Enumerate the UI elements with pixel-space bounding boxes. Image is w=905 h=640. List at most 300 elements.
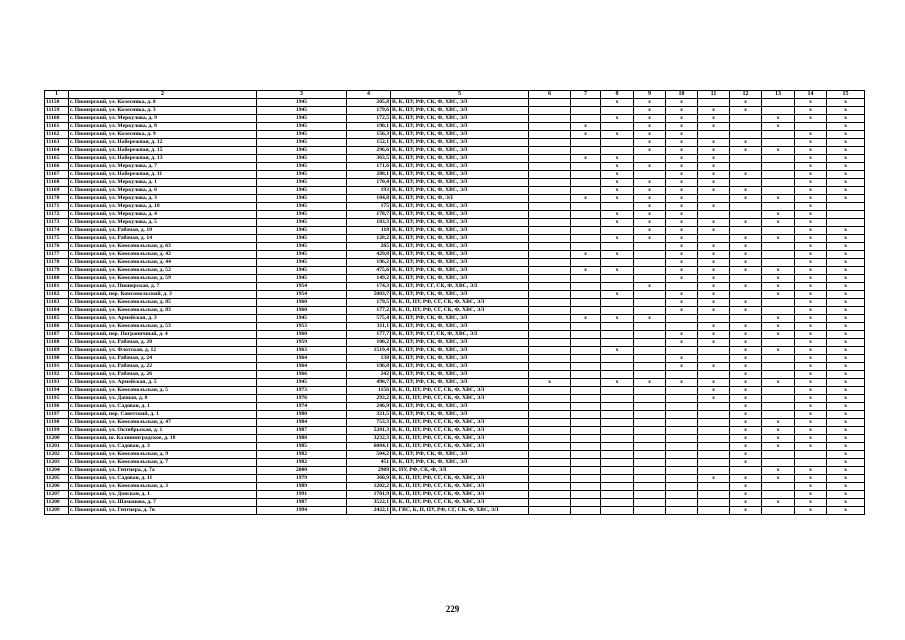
address-cell: г. Пионерский, ул. Армейская, д. 3 <box>69 315 257 323</box>
mark-cell-col-8 <box>601 507 634 515</box>
record-id-cell: 11162 <box>45 131 69 139</box>
year-cell: 1982 <box>257 451 347 459</box>
mark-cell-col-8: x <box>601 291 634 299</box>
systems-cell: В, К, П, ПУ, РФ, СГ, СК, Ф, ХВС, ЭЛ <box>391 387 529 395</box>
mark-cell-col-11 <box>698 411 730 419</box>
mark-cell-col-12: x <box>730 475 762 483</box>
mark-cell-col-10 <box>666 411 698 419</box>
mark-cell-col-10: x <box>666 187 698 195</box>
mark-cell-col-7: x <box>571 131 601 139</box>
mark-cell-col-12 <box>730 179 762 187</box>
mark-cell-col-15: x <box>827 315 865 323</box>
mark-cell-col-8: x <box>601 379 634 387</box>
column-header-1: 1 <box>45 91 69 99</box>
mark-cell-col-14: x <box>795 307 827 315</box>
mark-cell-col-6 <box>529 131 571 139</box>
mark-cell-col-7 <box>571 299 601 307</box>
record-id-cell: 11188 <box>45 339 69 347</box>
mark-cell-col-11: x <box>698 275 730 283</box>
record-id-cell: 11168 <box>45 179 69 187</box>
mark-cell-col-12: x <box>730 331 762 339</box>
year-cell: 1964 <box>257 355 347 363</box>
mark-cell-col-14: x <box>795 443 827 451</box>
mark-cell-col-11 <box>698 131 730 139</box>
mark-cell-col-15: x <box>827 131 865 139</box>
year-cell: 1966 <box>257 371 347 379</box>
mark-cell-col-14: x <box>795 435 827 443</box>
mark-cell-col-14: x <box>795 475 827 483</box>
mark-cell-col-8 <box>601 259 634 267</box>
mark-cell-col-15: x <box>827 419 865 427</box>
mark-cell-col-14: x <box>795 467 827 475</box>
address-cell: г. Пионерский, пер. Советский, д. 1 <box>69 411 257 419</box>
record-id-cell: 11181 <box>45 283 69 291</box>
year-cell: 1945 <box>257 131 347 139</box>
mark-cell-col-9 <box>634 427 666 435</box>
mark-cell-col-9: x <box>634 139 666 147</box>
mark-cell-col-12: x <box>730 195 762 203</box>
table-row <box>45 275 865 283</box>
systems-cell: В, К, ПУ, РФ, СК, Ф, ХВС, ЭЛ <box>391 275 529 283</box>
mark-cell-col-14: x <box>795 147 827 155</box>
address-cell: г. Пионерский, ул. Комсомольская, д. 3 <box>69 483 257 491</box>
address-cell: г. Пионерский, ул. Флотская, д. 12 <box>69 347 257 355</box>
mark-cell-col-13: x <box>762 283 795 291</box>
address-cell: г. Пионерский, ул. Комсомольская, д. 9 <box>69 451 257 459</box>
address-cell: г. Пионерский, ул. Колесника, д. 8 <box>69 99 257 107</box>
systems-cell: В, К, ПУ, РФ, СК, Ф, ХВС, ЭЛ <box>391 371 529 379</box>
area-cell: 128,2 <box>347 235 391 243</box>
systems-cell: В, К, ПУ, РФ, СК, Ф, ХВС, ЭЛ <box>391 315 529 323</box>
table-row <box>45 131 865 139</box>
mark-cell-col-12: x <box>730 371 762 379</box>
mark-cell-col-12: x <box>730 347 762 355</box>
mark-cell-col-9 <box>634 371 666 379</box>
mark-cell-col-7 <box>571 379 601 387</box>
mark-cell-col-13 <box>762 171 795 179</box>
year-cell: 1945 <box>257 219 347 227</box>
mark-cell-col-13 <box>762 363 795 371</box>
mark-cell-col-11 <box>698 451 730 459</box>
mark-cell-col-14: x <box>795 323 827 331</box>
mark-cell-col-9 <box>634 499 666 507</box>
mark-cell-col-8 <box>601 203 634 211</box>
year-cell: 1985 <box>257 443 347 451</box>
mark-cell-col-8: x <box>601 99 634 107</box>
systems-cell: В, К, ПУ, РФ, СК, Ф, ХВС, ЭЛ <box>391 203 529 211</box>
mark-cell-col-13: x <box>762 315 795 323</box>
mark-cell-col-8 <box>601 355 634 363</box>
mark-cell-col-11: x <box>698 115 730 123</box>
mark-cell-col-8 <box>601 403 634 411</box>
mark-cell-col-13: x <box>762 219 795 227</box>
mark-cell-col-15: x <box>827 235 865 243</box>
mark-cell-col-14: x <box>795 507 827 515</box>
mark-cell-col-7 <box>571 275 601 283</box>
year-cell: 1945 <box>257 251 347 259</box>
mark-cell-col-12: x <box>730 355 762 363</box>
mark-cell-col-11 <box>698 427 730 435</box>
mark-cell-col-9 <box>634 171 666 179</box>
mark-cell-col-9 <box>634 483 666 491</box>
mark-cell-col-12 <box>730 275 762 283</box>
mark-cell-col-14: x <box>795 251 827 259</box>
mark-cell-col-6 <box>529 499 571 507</box>
table-row <box>45 363 865 371</box>
mark-cell-col-6 <box>529 227 571 235</box>
mark-cell-col-8 <box>601 411 634 419</box>
mark-cell-col-8: x <box>601 347 634 355</box>
mark-cell-col-11: x <box>698 251 730 259</box>
mark-cell-col-6 <box>529 219 571 227</box>
mark-cell-col-7 <box>571 291 601 299</box>
mark-cell-col-6 <box>529 163 571 171</box>
address-cell: г. Пионерский, пер. Пограничный, д. 4 <box>69 331 257 339</box>
systems-cell: В, К, ПУ, РФ, СК, Ф, ХВС, ЭЛ <box>391 211 529 219</box>
record-id-cell: 11165 <box>45 155 69 163</box>
mark-cell-col-11 <box>698 419 730 427</box>
mark-cell-col-10: x <box>666 331 698 339</box>
systems-cell: В, К, П, ПУ, РФ, СГ, СК, Ф, ХВС, ЭЛ <box>391 395 529 403</box>
mark-cell-col-10: x <box>666 259 698 267</box>
mark-cell-col-10: x <box>666 299 698 307</box>
area-cell: 172,5 <box>347 115 391 123</box>
mark-cell-col-9 <box>634 419 666 427</box>
mark-cell-col-7 <box>571 283 601 291</box>
mark-cell-col-13 <box>762 371 795 379</box>
mark-cell-col-14: x <box>795 227 827 235</box>
mark-cell-col-12: x <box>730 323 762 331</box>
mark-cell-col-13: x <box>762 267 795 275</box>
area-cell: 293,2 <box>347 395 391 403</box>
mark-cell-col-11: x <box>698 299 730 307</box>
mark-cell-col-12: x <box>730 363 762 371</box>
mark-cell-col-8 <box>601 107 634 115</box>
mark-cell-col-15: x <box>827 171 865 179</box>
mark-cell-col-15 <box>827 211 865 219</box>
mark-cell-col-11: x <box>698 291 730 299</box>
record-id-cell: 11159 <box>45 107 69 115</box>
record-id-cell: 11186 <box>45 323 69 331</box>
mark-cell-col-14: x <box>795 291 827 299</box>
table-row <box>45 219 865 227</box>
systems-cell: В, К, ПУ, РФ, СК, Ф, ХВС, ЭЛ <box>391 355 529 363</box>
table-row <box>45 443 865 451</box>
mark-cell-col-10 <box>666 459 698 467</box>
area-cell: 288,1 <box>347 171 391 179</box>
mark-cell-col-15: x <box>827 403 865 411</box>
mark-cell-col-14: x <box>795 187 827 195</box>
address-cell: г. Пионерский, ул. Дачная, д. 8 <box>69 395 257 403</box>
table-row <box>45 203 865 211</box>
mark-cell-col-14: x <box>795 163 827 171</box>
address-cell: г. Пионерский, ул. Меркулова, д. 6 <box>69 187 257 195</box>
mark-cell-col-14: x <box>795 379 827 387</box>
table-row <box>45 115 865 123</box>
table-row <box>45 99 865 107</box>
mark-cell-col-7 <box>571 115 601 123</box>
area-cell: 1701,9 <box>347 491 391 499</box>
mark-cell-col-10 <box>666 323 698 331</box>
mark-cell-col-13 <box>762 459 795 467</box>
mark-cell-col-6 <box>529 459 571 467</box>
record-id-cell: 11169 <box>45 187 69 195</box>
mark-cell-col-8 <box>601 275 634 283</box>
mark-cell-col-11: x <box>698 307 730 315</box>
mark-cell-col-14: x <box>795 259 827 267</box>
mark-cell-col-9: x <box>634 179 666 187</box>
systems-cell: В, К, ПУ, РФ, СК, Ф, ХВС, ЭЛ <box>391 411 529 419</box>
mark-cell-col-9 <box>634 475 666 483</box>
mark-cell-col-13 <box>762 139 795 147</box>
mark-cell-col-13 <box>762 395 795 403</box>
table-row <box>45 123 865 131</box>
mark-cell-col-15: x <box>827 443 865 451</box>
mark-cell-col-12 <box>730 155 762 163</box>
mark-cell-col-10: x <box>666 147 698 155</box>
mark-cell-col-8 <box>601 307 634 315</box>
mark-cell-col-13: x <box>762 347 795 355</box>
address-cell: г. Пионерский, ул. Меркулова, д. 4 <box>69 211 257 219</box>
mark-cell-col-10: x <box>666 195 698 203</box>
table-row <box>45 379 865 387</box>
mark-cell-col-14: x <box>795 355 827 363</box>
record-id-cell: 11206 <box>45 483 69 491</box>
mark-cell-col-14: x <box>795 419 827 427</box>
column-header-8: 8 <box>601 91 634 99</box>
mark-cell-col-8 <box>601 483 634 491</box>
mark-cell-col-6 <box>529 203 571 211</box>
year-cell: 1945 <box>257 235 347 243</box>
mark-cell-col-13 <box>762 131 795 139</box>
mark-cell-col-7 <box>571 147 601 155</box>
year-cell: 1945 <box>257 315 347 323</box>
mark-cell-col-7 <box>571 307 601 315</box>
record-id-cell: 11199 <box>45 427 69 435</box>
mark-cell-col-11: x <box>698 323 730 331</box>
mark-cell-col-13 <box>762 227 795 235</box>
mark-cell-col-9 <box>634 275 666 283</box>
mark-cell-col-12 <box>730 291 762 299</box>
systems-cell: В, К, ПУ, РФ, СК, Ф, ХВС, ЭЛ <box>391 363 529 371</box>
mark-cell-col-11 <box>698 443 730 451</box>
systems-cell: В, К, П, ПУ, РФ, СГ, СК, Ф, ХВС, ЭЛ <box>391 491 529 499</box>
mark-cell-col-10 <box>666 427 698 435</box>
area-cell: 177,2 <box>347 307 391 315</box>
area-cell: 6084,1 <box>347 443 391 451</box>
mark-cell-col-6 <box>529 411 571 419</box>
mark-cell-col-9: x <box>634 203 666 211</box>
mark-cell-col-11: x <box>698 163 730 171</box>
column-header-7: 7 <box>571 91 601 99</box>
record-id-cell: 11190 <box>45 355 69 363</box>
address-cell: г. Пионерский, ул. Садовая, д. 11 <box>69 475 257 483</box>
column-header-2: 2 <box>69 91 257 99</box>
area-cell: 190,1 <box>347 123 391 131</box>
mark-cell-col-6 <box>529 443 571 451</box>
area-cell: 138 <box>347 355 391 363</box>
mark-cell-col-6 <box>529 347 571 355</box>
table-row <box>45 187 865 195</box>
mark-cell-col-15: x <box>827 483 865 491</box>
systems-cell: В, К, ПУ, РФ, СК, Ф, ХВС, ЭЛ <box>391 99 529 107</box>
mark-cell-col-13 <box>762 259 795 267</box>
area-cell: 1519,4 <box>347 347 391 355</box>
area-cell: 5281,3 <box>347 427 391 435</box>
year-cell: 1987 <box>257 499 347 507</box>
mark-cell-col-6 <box>529 363 571 371</box>
mark-cell-col-13 <box>762 403 795 411</box>
mark-cell-col-14: x <box>795 427 827 435</box>
register-table <box>44 90 865 515</box>
table-row <box>45 355 865 363</box>
year-cell: 1945 <box>257 259 347 267</box>
mark-cell-col-6 <box>529 387 571 395</box>
year-cell: 1964 <box>257 363 347 371</box>
mark-cell-col-6 <box>529 275 571 283</box>
mark-cell-col-8: x <box>601 315 634 323</box>
mark-cell-col-8 <box>601 419 634 427</box>
table-row <box>45 451 865 459</box>
mark-cell-col-14: x <box>795 115 827 123</box>
mark-cell-col-11: x <box>698 179 730 187</box>
record-id-cell: 11171 <box>45 203 69 211</box>
mark-cell-col-11 <box>698 507 730 515</box>
mark-cell-col-8 <box>601 331 634 339</box>
mark-cell-col-14: x <box>795 275 827 283</box>
mark-cell-col-13: x <box>762 379 795 387</box>
mark-cell-col-13 <box>762 491 795 499</box>
mark-cell-col-9 <box>634 387 666 395</box>
mark-cell-col-7 <box>571 171 601 179</box>
mark-cell-col-14: x <box>795 139 827 147</box>
column-header-9: 9 <box>634 91 666 99</box>
mark-cell-col-8 <box>601 139 634 147</box>
mark-cell-col-8 <box>601 363 634 371</box>
mark-cell-col-7 <box>571 475 601 483</box>
mark-cell-col-7 <box>571 443 601 451</box>
mark-cell-col-14: x <box>795 243 827 251</box>
record-id-cell: 11178 <box>45 259 69 267</box>
area-cell: 156,3 <box>347 131 391 139</box>
year-cell: 1979 <box>257 475 347 483</box>
mark-cell-col-7 <box>571 427 601 435</box>
mark-cell-col-13 <box>762 179 795 187</box>
mark-cell-col-12: x <box>730 451 762 459</box>
table-row <box>45 395 865 403</box>
systems-cell: В, К, ПУ, РФ, СК, Ф, ХВС, ЭЛ <box>391 459 529 467</box>
page-number: 229 <box>445 604 460 614</box>
mark-cell-col-14: x <box>795 491 827 499</box>
mark-cell-col-15 <box>827 219 865 227</box>
mark-cell-col-10: x <box>666 107 698 115</box>
systems-cell: В, К, ПУ, РФ, СК, Ф, ХВС, ЭЛ <box>391 107 529 115</box>
year-cell: 1960 <box>257 331 347 339</box>
systems-cell: В, К, П, ПУ, РФ, СГ, СК, Ф, ХВС, ЭЛ <box>391 419 529 427</box>
systems-cell: В, К, ПУ, РФ, СК, Ф, ХВС, ЭЛ <box>391 267 529 275</box>
mark-cell-col-15: x <box>827 275 865 283</box>
mark-cell-col-9: x <box>634 219 666 227</box>
mark-cell-col-13: x <box>762 427 795 435</box>
record-id-cell: 11166 <box>45 163 69 171</box>
mark-cell-col-11: x <box>698 123 730 131</box>
mark-cell-col-9: x <box>634 131 666 139</box>
mark-cell-col-14 <box>795 459 827 467</box>
mark-cell-col-8 <box>601 499 634 507</box>
year-cell: 1954 <box>257 291 347 299</box>
mark-cell-col-10: x <box>666 139 698 147</box>
mark-cell-col-10: x <box>666 275 698 283</box>
systems-cell: В, К, ПУ, РФ, СК, Ф, ХВС, ЭЛ <box>391 235 529 243</box>
address-cell: г. Пионерский, ул. Комсомольская, д. 59 <box>69 275 257 283</box>
mark-cell-col-8: x <box>601 235 634 243</box>
record-id-cell: 11177 <box>45 251 69 259</box>
mark-cell-col-14: x <box>795 371 827 379</box>
mark-cell-col-10 <box>666 283 698 291</box>
address-cell: г. Пионерский, ул. Комсомольская, д. 63 <box>69 243 257 251</box>
mark-cell-col-10 <box>666 475 698 483</box>
mark-cell-col-11: x <box>698 203 730 211</box>
mark-cell-col-7 <box>571 395 601 403</box>
address-cell: г. Пионерский, ул. Гептнера, д. 7в <box>69 507 257 515</box>
systems-cell: В, К, ПУ, РФ, СК, Ф, ХВС, ЭЛ <box>391 451 529 459</box>
mark-cell-col-9 <box>634 491 666 499</box>
mark-cell-col-12: x <box>730 99 762 107</box>
table-row <box>45 387 865 395</box>
mark-cell-col-15: x <box>827 307 865 315</box>
mark-cell-col-12: x <box>730 139 762 147</box>
mark-cell-col-6 <box>529 483 571 491</box>
mark-cell-col-12: x <box>730 491 762 499</box>
address-cell: г. Пионерский, ул. Колесника, д. 9 <box>69 131 257 139</box>
systems-cell: В, К, ПУ, РФ, СК, Ф, ХВС, ЭЛ <box>391 243 529 251</box>
mark-cell-col-8 <box>601 427 634 435</box>
mark-cell-col-15: x <box>827 451 865 459</box>
record-id-cell: 11184 <box>45 307 69 315</box>
mark-cell-col-15: x <box>827 323 865 331</box>
mark-cell-col-14: x <box>795 331 827 339</box>
mark-cell-col-6 <box>529 259 571 267</box>
mark-cell-col-12: x <box>730 339 762 347</box>
mark-cell-col-15: x <box>827 259 865 267</box>
systems-cell: В, ГВС, К, П, ПУ, РФ, СГ, СК, Ф, ХВС, ЭЛ <box>391 507 529 515</box>
address-cell: г. Пионерский, пер. Комсомольский, д. 3 <box>69 291 257 299</box>
mark-cell-col-8 <box>601 491 634 499</box>
mark-cell-col-14: x <box>795 235 827 243</box>
systems-cell: В, К, ПУ, РФ, СК, Ф, ХВС, ЭЛ <box>391 131 529 139</box>
mark-cell-col-7 <box>571 363 601 371</box>
record-id-cell: 11207 <box>45 491 69 499</box>
systems-cell: В, К, П, ПУ, РФ, СГ, СК, Ф, ХВС, ЭЛ <box>391 427 529 435</box>
mark-cell-col-6 <box>529 147 571 155</box>
mark-cell-col-8 <box>601 467 634 475</box>
mark-cell-col-12 <box>730 203 762 211</box>
mark-cell-col-9 <box>634 355 666 363</box>
mark-cell-col-12: x <box>730 395 762 403</box>
record-id-cell: 11172 <box>45 211 69 219</box>
area-cell: 246,9 <box>347 403 391 411</box>
mark-cell-col-15: x <box>827 195 865 203</box>
mark-cell-col-10: x <box>666 179 698 187</box>
mark-cell-col-13: x <box>762 291 795 299</box>
table-row <box>45 211 865 219</box>
mark-cell-col-10: x <box>666 163 698 171</box>
year-cell: 1960 <box>257 299 347 307</box>
year-cell: 1989 <box>257 483 347 491</box>
mark-cell-col-7 <box>571 219 601 227</box>
mark-cell-col-15: x <box>827 123 865 131</box>
table-row <box>45 139 865 147</box>
